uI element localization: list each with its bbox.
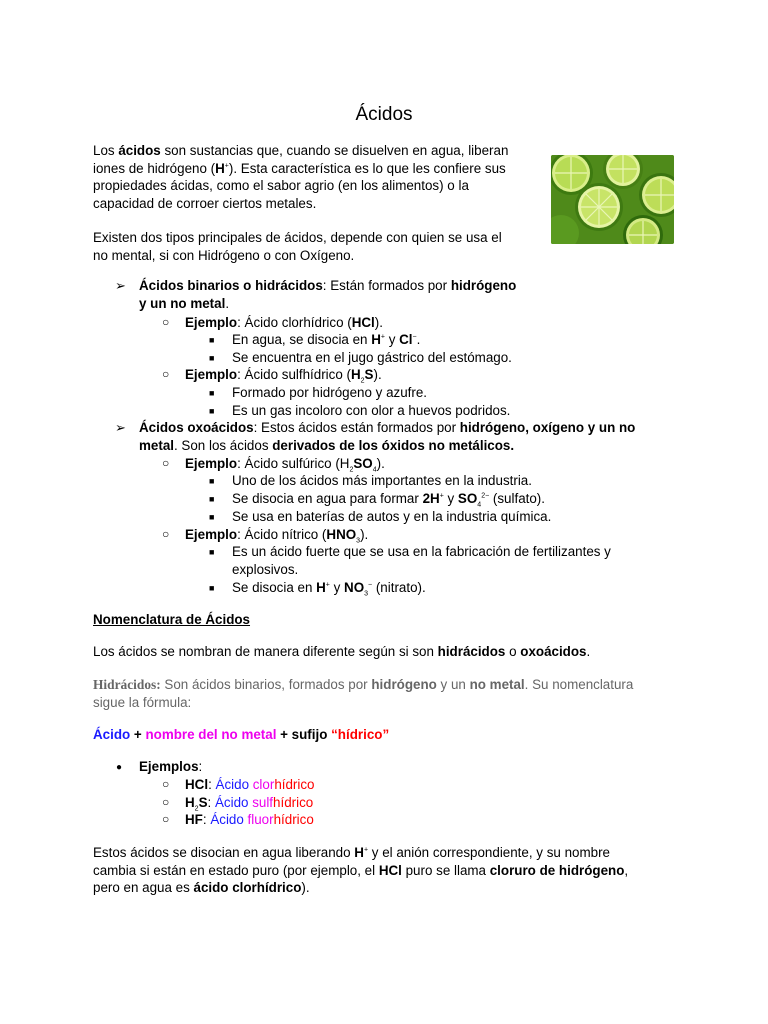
binarios-ex2-bullet-2: Es un gas incoloro con olor a huevos podridos. (232, 403, 511, 418)
text: Es un ácido fuerte que se usa en la fabricación de fertilizantes y (232, 544, 611, 559)
naming-formula (93, 726, 389, 744)
acid-word: Ácido (210, 812, 248, 827)
arrow-bullet-icon: ➢ (115, 420, 126, 435)
text-bold: Ácidos oxoácidos (139, 420, 254, 435)
oxoacidos-line-1 (139, 419, 635, 437)
text: y (384, 332, 400, 347)
formula: SO (353, 456, 373, 471)
formula-nonmetal: nombre del no metal (145, 727, 277, 742)
superscript: 2− (481, 492, 490, 500)
acid-word: Ácido (215, 777, 253, 792)
types-line-1: Existen dos tipos principales de ácidos, depende con quien se usa el (93, 230, 502, 245)
text: y un (436, 677, 470, 692)
acid-word: Ácido (214, 795, 253, 810)
text: . (416, 332, 421, 347)
suffix: hídrico (273, 795, 314, 810)
final-line-1 (93, 844, 628, 862)
superscript: + (325, 581, 330, 589)
text-bold: no metal (469, 677, 525, 692)
text: : Están formados por (322, 278, 451, 293)
hidracidos-line-1 (93, 676, 633, 694)
text-bold: H (371, 332, 381, 347)
suffix: hídrico (273, 812, 314, 827)
text-bold: H (354, 845, 364, 860)
square-bullet-icon: ■ (209, 406, 215, 416)
text: : (198, 759, 203, 774)
text: : Ácido nítrico ( (237, 527, 327, 542)
square-bullet-icon: ■ (209, 512, 215, 522)
subscript: 2 (194, 805, 199, 813)
text-bold: hidrógeno (450, 278, 517, 293)
arrow-bullet-icon: ➢ (115, 278, 126, 293)
formula: HCl (351, 315, 375, 330)
text: pero en agua es (93, 880, 194, 896)
text-bold: hidrógeno (371, 677, 437, 692)
binarios-ex1-bullet-2: Se encuentra en el jugo gástrico del estómago. (232, 350, 512, 365)
text: : (207, 795, 215, 810)
text: iones de hidrógeno ( (93, 160, 216, 176)
final-paragraph (93, 844, 628, 897)
text: y el anión correspondiente, y su nombre (368, 845, 610, 860)
text: (sulfato). (489, 491, 545, 506)
text-bold: SO (457, 491, 478, 506)
types-paragraph (93, 229, 502, 264)
oxoacidos-ex1-bullet-1: Uno de los ácidos más importantes en la industria. (232, 473, 532, 488)
formula: S (364, 367, 374, 382)
formula: HCl (185, 777, 209, 792)
hidracidos-line-2: sigue la fórmula: (93, 694, 192, 710)
text: ). (373, 367, 382, 382)
text: ). (376, 456, 385, 471)
text-bold: Ácidos binarios o hidrácidos (139, 278, 323, 293)
nonmetal-root: sulf (252, 795, 274, 810)
text-bold: Ejemplo (185, 367, 238, 382)
formula: H (185, 795, 195, 810)
circle-bullet-icon: ○ (162, 795, 170, 809)
hidracidos-paragraph (93, 676, 633, 711)
text-bold: ácido clorhídrico (193, 880, 302, 896)
binarios-item (139, 277, 516, 312)
oxoacidos-item (139, 419, 635, 454)
text-bold: Ejemplo (185, 527, 238, 542)
text-bold: hidrácidos (437, 644, 506, 659)
square-bullet-icon: ■ (209, 547, 215, 557)
text: Los (93, 143, 119, 158)
formula-suffix-label: + sufijo (276, 727, 332, 742)
oxoacidos-ex1-bullet-3: Se usa en baterías de autos y en la industria química. (232, 509, 552, 524)
intro-line-2 (93, 160, 508, 178)
types-line-2: no mental, si con Hidrógeno o con Oxígeno. (93, 247, 355, 263)
text-bold: oxoácidos (520, 644, 587, 659)
binarios-example-2 (185, 366, 382, 384)
binarios-ex2-bullet-1: Formado por hidrógeno y azufre. (232, 385, 428, 400)
text: Los ácidos se nombran de manera diferente según si son (93, 644, 438, 659)
formula-acido: Ácido (93, 727, 131, 742)
subscript: 3 (364, 590, 369, 598)
final-line-3 (93, 879, 628, 897)
oxoacidos-line-2 (139, 437, 635, 455)
text: son sustancias que, cuando se disuelven en agua, liberan (160, 143, 509, 158)
subscript: 4 (477, 501, 482, 509)
subscript: 2 (349, 466, 354, 474)
text: : (208, 777, 216, 792)
nonmetal-root: fluor (247, 812, 274, 827)
final-line-2 (93, 862, 628, 880)
text-bold: hidrógeno, oxígeno y un no (459, 420, 636, 435)
text: : Ácido clorhídrico ( (237, 315, 352, 330)
text-bold: 2H (422, 491, 440, 506)
binarios-ex1-bullet-1 (232, 331, 420, 349)
text: : (202, 812, 211, 827)
formula: H (350, 367, 361, 382)
text: Estos ácidos se disocian en agua liberando (93, 845, 355, 860)
text: explosivos. (232, 561, 299, 577)
text: : Ácido sulfhídrico ( (237, 367, 351, 382)
text-bold: Ejemplo (185, 456, 238, 471)
intro-line-1 (93, 142, 508, 160)
text: . Son los ácidos (173, 437, 273, 453)
text: . (225, 295, 230, 311)
formula: S (198, 795, 208, 810)
text: ). Esta característica es lo que les confiere sus (228, 160, 506, 176)
superscript: − (412, 333, 417, 341)
limes-image (551, 155, 674, 244)
text-bold: H (215, 160, 225, 176)
oxoacidos-example-2 (185, 526, 368, 544)
oxoacidos-ex2-bullet-1 (232, 543, 611, 578)
page-title: Ácidos (355, 104, 413, 125)
text: : Ácido sulfúrico ( (237, 456, 340, 471)
text-bold: cloruro de hidrógeno (489, 862, 625, 878)
text: cambia si están en estado puro (por ejemplo, el (93, 862, 379, 878)
formula: HNO (326, 527, 357, 542)
subscript: 2 (360, 377, 365, 385)
nonmetal-root: clor (252, 777, 275, 792)
oxoacidos-example-1 (185, 455, 385, 473)
formula-plus: + (130, 727, 146, 742)
text-bold: Nomenclatura de Ácidos (93, 612, 251, 627)
text: En agua, se disocia en (232, 332, 372, 347)
text: Se disocia en agua para formar (232, 491, 423, 506)
superscript: + (363, 846, 369, 854)
text-bold: NO (344, 580, 365, 595)
intro-line-3: propiedades ácidas, como el sabor agrio (en los alimentos) o la (93, 178, 469, 194)
text: y (329, 580, 345, 595)
text-bold: y un no metal (139, 295, 226, 311)
bullet-icon: ● (116, 762, 123, 773)
formula-suffix: “hídrico” (331, 727, 390, 742)
ejemplo-hcl (185, 776, 315, 794)
square-bullet-icon: ■ (209, 353, 215, 363)
section-heading-nomenclatura (93, 611, 250, 629)
square-bullet-icon: ■ (209, 476, 215, 486)
intro-paragraph (93, 142, 508, 212)
superscript: + (224, 162, 229, 170)
circle-bullet-icon: ○ (162, 367, 170, 381)
circle-bullet-icon: ○ (162, 527, 170, 541)
text-bold: metal (139, 437, 174, 453)
binarios-line-2 (139, 295, 516, 313)
ejemplos-label (139, 758, 202, 776)
circle-bullet-icon: ○ (162, 812, 170, 826)
text-bold: HCl (378, 862, 402, 878)
text: ). (360, 527, 369, 542)
text: Son ácidos binarios, formados por (160, 677, 372, 692)
superscript: + (380, 333, 385, 341)
hidracidos-label: Hidrácidos: (93, 677, 161, 692)
ejemplo-h2s (185, 794, 313, 812)
text: , (624, 862, 629, 878)
text-bold: Cl (399, 332, 413, 347)
text: puro se llama (401, 862, 490, 878)
text: : Estos ácidos están formados por (253, 420, 460, 435)
superscript: + (439, 492, 444, 500)
ejemplo-hf (185, 811, 314, 829)
oxoacidos-ex1-bullet-2 (232, 490, 545, 508)
square-bullet-icon: ■ (209, 494, 215, 504)
subscript: 3 (356, 537, 361, 545)
limes-illustration (551, 155, 674, 244)
text: . Su nomenclatura (524, 677, 634, 692)
text: ). (301, 880, 310, 896)
circle-bullet-icon: ○ (162, 315, 170, 329)
square-bullet-icon: ■ (209, 388, 215, 398)
subscript: 4 (372, 466, 377, 474)
suffix: hídrico (274, 777, 315, 792)
square-bullet-icon: ■ (209, 583, 215, 593)
circle-bullet-icon: ○ (162, 456, 170, 470)
circle-bullet-icon: ○ (162, 777, 170, 791)
square-bullet-icon: ■ (209, 335, 215, 345)
binarios-line-1 (139, 277, 516, 295)
oxoacidos-ex2-bullet-2 (232, 579, 426, 597)
superscript: − (368, 581, 373, 589)
text: . (586, 644, 591, 659)
intro-line-4: capacidad de corroer ciertos metales. (93, 195, 317, 211)
text-bold: derivados de los óxidos no metálicos. (272, 437, 515, 453)
binarios-example-1 (185, 314, 383, 332)
text: Se disocia en (232, 580, 317, 595)
text: ). (374, 315, 383, 330)
text-bold: Ejemplos (139, 759, 199, 774)
text: (nitrato). (372, 580, 426, 595)
text: o (505, 644, 521, 659)
text: y (443, 491, 458, 506)
nomenclatura-paragraph (93, 643, 590, 661)
text-bold: Ejemplo (185, 315, 238, 330)
text-bold: H (316, 580, 326, 595)
text: H (339, 456, 350, 471)
formula: HF (185, 812, 203, 827)
text-bold: ácidos (118, 143, 161, 158)
